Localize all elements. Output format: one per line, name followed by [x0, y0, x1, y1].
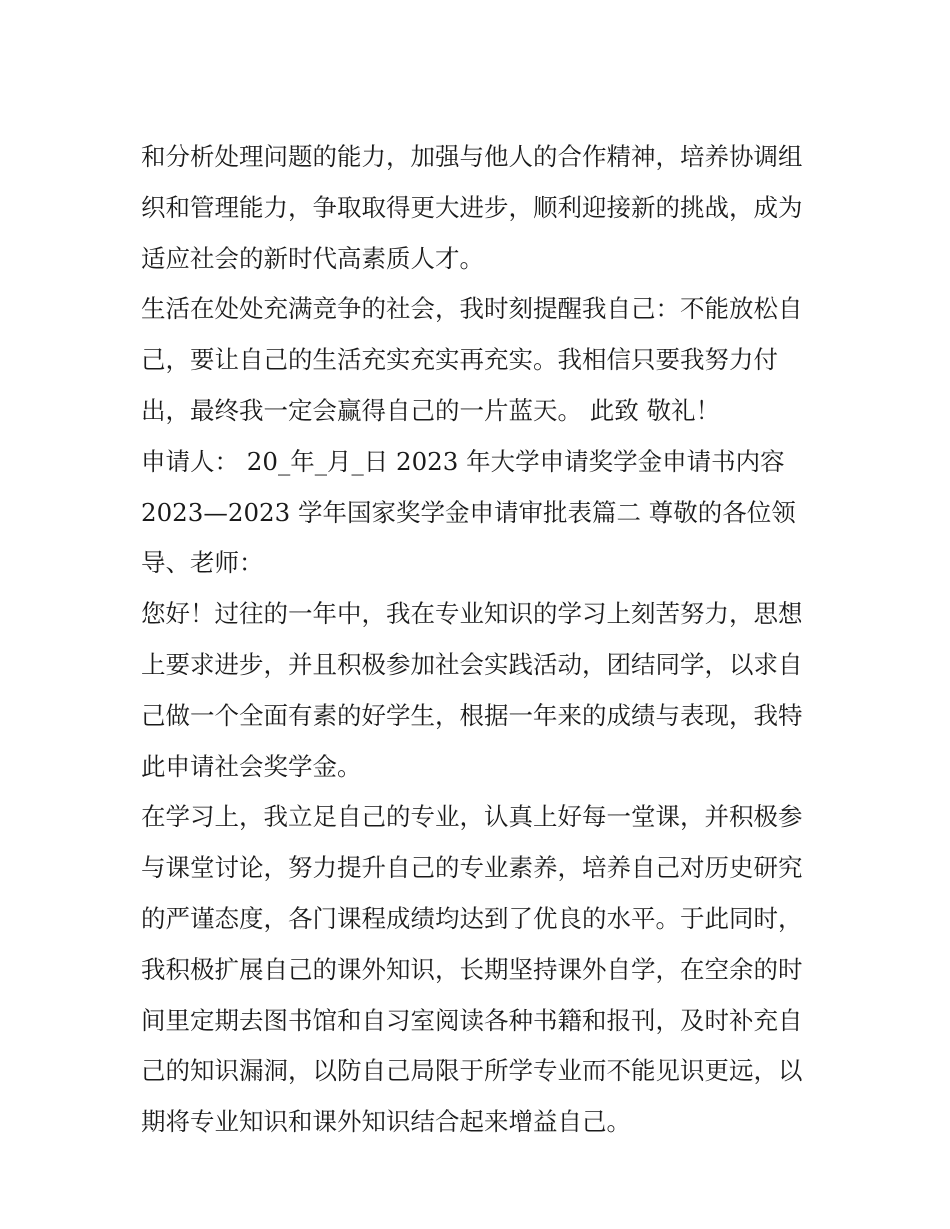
text-line: 织和管理能力，争取取得更大进步，顺利迎接新的挑战，成为 [141, 192, 803, 222]
text-line: 此申请社会奖学金。 [141, 751, 362, 781]
text-line: 生活在处处充满竞争的社会，我时刻提醒我自己：不能放松自 [141, 294, 803, 324]
text-line: 的严谨态度，各门课程成绩均达到了优良的水平。于此同时， [141, 903, 803, 933]
text-line: 和分析处理问题的能力，加强与他人的合作精神，培养协调组 [141, 142, 803, 171]
text-line: 己，要让自己的生活充实充实再充实。我相信只要我努力付 [141, 345, 778, 375]
text-line: 出，最终我一定会赢得自己的一片蓝天。 此致 敬礼！ [141, 395, 721, 425]
text-line: 申请人： 20_年_月_日 2023 年大学申请奖学金申请书内容 [141, 446, 785, 476]
text-line: 我积极扩展自己的课外知识，长期坚持课外自学，在空余的时 [141, 954, 803, 984]
text-line: 己的知识漏洞，以防自己局限于所学专业而不能见识更远，以 [141, 1056, 803, 1086]
text-line: 2023—2023 学年国家奖学金申请审批表篇二 尊敬的各位领 [141, 497, 796, 527]
body-text [141, 132, 821, 1148]
text-line: 己做一个全面有素的好学生，根据一年来的成绩与表现，我特 [141, 700, 803, 730]
text-line: 间里定期去图书馆和自习室阅读各种书籍和报刊，及时补充自 [141, 1005, 803, 1035]
text-line: 适应社会的新时代高素质人才。 [141, 243, 484, 273]
text-line: 期将专业知识和课外知识结合起来增益自己。 [141, 1107, 631, 1137]
text-line: 与课堂讨论，努力提升自己的专业素养，培养自己对历史研究 [141, 853, 803, 883]
text-line: 您好！过往的一年中，我在专业知识的学习上刻苦努力，思想 [141, 599, 803, 629]
text-line: 在学习上，我立足自己的专业，认真上好每一堂课，并积极参 [141, 802, 803, 832]
text-line: 导、老师： [141, 548, 264, 578]
text-line: 上要求进步，并且积极参加社会实践活动，团结同学，以求自 [141, 649, 803, 679]
